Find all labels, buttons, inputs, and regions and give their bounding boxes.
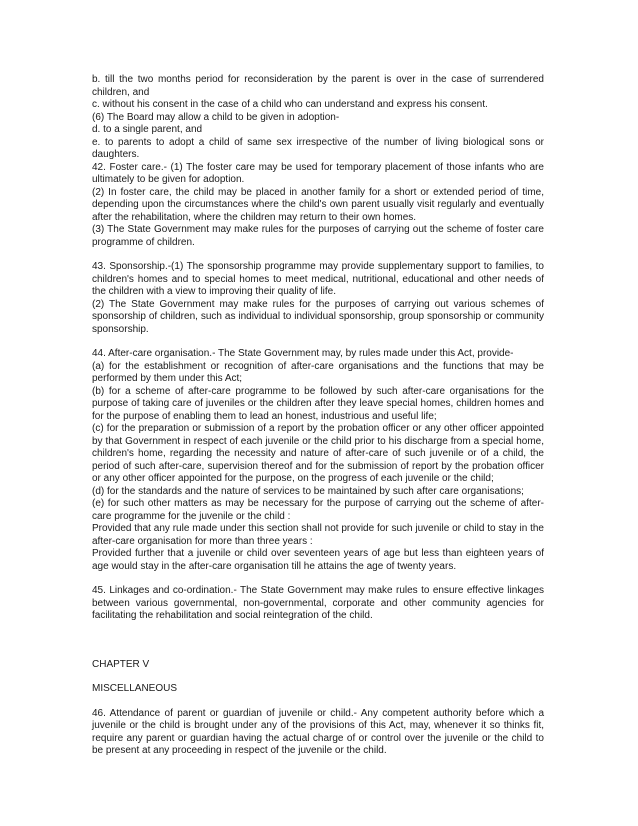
paragraph-gap bbox=[92, 249, 544, 261]
section-44-clause-e: (e) for such other matters as may be necessary for the purpose of carrying out the scheme of after-care programme for the juvenile or the child : bbox=[92, 498, 544, 522]
subsection-6: (6) The Board may allow a child to be given in adoption- bbox=[92, 111, 340, 123]
clause-b: b. till the two months period for reconsideration by the parent is over in the case of surrendered children, and bbox=[92, 74, 544, 98]
section-42: 42. Foster care.- (1) The foster care may be used for temporary placement of those infants who are ultimately to be given for adoption. bbox=[92, 161, 544, 185]
section-42-subsection-2: (2) In foster care, the child may be placed in another family for a short or extended period of time, depending upon the circumstances where the child's own parent usually visit regularly and eventually after the rehabilitation, where the children may return to their own homes. bbox=[92, 186, 544, 223]
paragraph-gap bbox=[92, 671, 544, 683]
section-44-proviso-2: Provided further that a juvenile or child over seventeen years of age but less than eighteen years of age would stay in the after-care organisation till he attains the age of twenty years. bbox=[92, 548, 544, 572]
paragraph-gap bbox=[92, 623, 544, 659]
section-45: 45. Linkages and co-ordination.- The State Government may make rules to ensure effective linkages between various governmental, non-governmental, corporate and other community agencies for facilitating the rehabilitation and social reintegration of the child. bbox=[92, 585, 544, 621]
document-page bbox=[92, 74, 544, 758]
section-43: 43. Sponsorship.-(1) The sponsorship programme may provide supplementary support to families, to children's homes and to special homes to meet medical, nutritional, educational and other needs of the children with a view to improving their quality of life. bbox=[92, 261, 544, 297]
chapter-title: MISCELLANEOUS bbox=[92, 683, 178, 694]
section-44-clause-d: (d) for the standards and the nature of services to be maintained by such after care organisations; bbox=[92, 485, 524, 497]
section-44-clause-a: (a) for the establishment or recognition of after-care organisations and the functions that may be performed by them under this Act; bbox=[92, 360, 544, 384]
section-44-clause-b: (b) for a scheme of after-care programme to be followed by such after-care organisations for the purpose of taking care of juveniles or the children after they leave special homes, children homes and for the purpose of enabling them to lead an honest, industrious and useful life; bbox=[92, 385, 544, 422]
clause-c: c. without his consent in the case of a child who can understand and express his consent. bbox=[92, 99, 488, 110]
section-44-proviso-1: Provided that any rule made under this section shall not provide for such juvenile or child to stay in the after-care organisation for more than three years : bbox=[92, 523, 544, 547]
section-42-subsection-3: (3) The State Government may make rules for the purposes of carrying out the scheme of foster care programme of children. bbox=[92, 224, 544, 248]
section-46: 46. Attendance of parent or guardian of juvenile or child.- Any competent authority before which a juvenile or the child is brought under any of the provisions of this Act, may, whenever it so thinks fit, require any parent or guardian having the actual charge of or control over the juvenile or the child to be present at any proceeding in respect of the juvenile or the child. bbox=[92, 707, 544, 756]
section-44-clause-c: (c) for the preparation or submission of a report by the probation officer or any other officer appointed by that Government in respect of each juvenile or the child prior to his discharge from a special home, children's home, regarding the necessity and nature of after-care of such juvenile or of a child, the period of such after-care, supervision thereof and for the submission of report by the probation officer or any other officer appointed for the purpose, on the progress of each juvenile or the child; bbox=[92, 423, 544, 484]
section-44: 44. After-care organisation.- The State Government may, by rules made under this Act, provide- bbox=[92, 348, 514, 359]
paragraph-gap bbox=[92, 573, 544, 585]
clause-e: e. to parents to adopt a child of same sex irrespective of the number of living biological sons or daughters. bbox=[92, 136, 544, 160]
paragraph-gap bbox=[92, 336, 544, 348]
chapter-heading: CHAPTER V bbox=[92, 658, 150, 670]
section-43-subsection-2: (2) The State Government may make rules for the purposes of carrying out various schemes of sponsorship of children, such as individual to individual sponsorship, group sponsorship or community sponsorship. bbox=[92, 298, 544, 335]
clause-d: d. to a single parent, and bbox=[92, 124, 203, 135]
paragraph-gap bbox=[92, 696, 544, 708]
